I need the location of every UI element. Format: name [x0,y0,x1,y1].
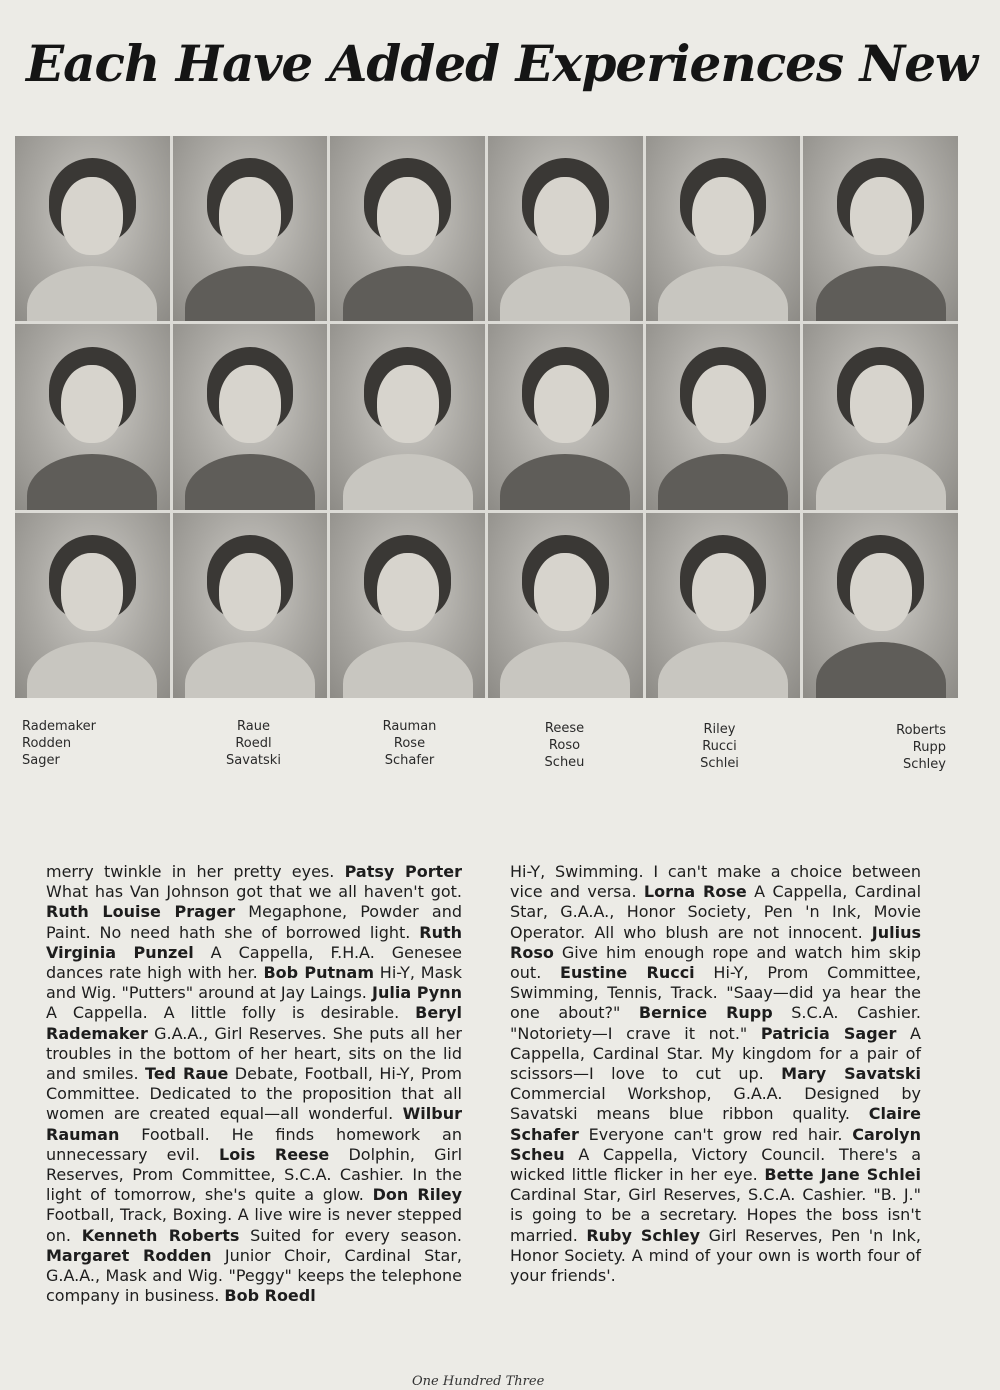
student-name: Claire Schafer [510,1104,921,1144]
biography-text: Megaphone, Powder and Paint. No need hath she of borrowed light. [46,902,463,942]
caption-name: Savatski [226,753,281,768]
biography-text: G.A.A., Girl Reserves. She puts all her troubles in the bottom of her heart, sits on the lid and smiles. [46,1023,462,1084]
biography-text: Debate, Football, Hi-Y, Prom Committee. Dedicated to the proposition that all women are created equal—all wonderful. [46,1064,462,1124]
portrait-schafer [330,513,485,698]
portrait-rucci [646,324,801,509]
portrait-scheu [488,513,643,698]
student-name: Bernice Rupp [638,1003,773,1023]
caption-name: Rupp [912,740,946,755]
caption-name: Raue [237,719,270,734]
caption-name: Rademaker [22,719,97,734]
biography-text: Hi-Y, Swimming. I can't make a choice between vice and versa. [510,862,921,902]
student-name: Kenneth Roberts [81,1225,240,1245]
student-name: Beryl Rademaker [46,1003,462,1043]
page-title: Each Have Added Experiences New [26,34,978,93]
student-name: Margaret Rodden [46,1245,212,1265]
caption-name: Riley [703,722,736,737]
biography-text: Junior Choir, Cardinal Star, G.A.A., Mask and Wig. "Peggy" keeps the telephone company in business. [46,1245,463,1306]
caption-name: Rauman [382,719,437,734]
biography-column-right [510,862,921,1286]
biography-text: Girl Reserves, Pen 'n Ink, Honor Society. A mind of your own is worth four of your friends'. [510,1225,922,1286]
biography-text: Dolphin, Girl Reserves, Prom Committee, S.C.A. Cashier. In the light of tomorrow, she's quite a glow. [46,1144,463,1205]
portrait-grid [15,136,958,698]
student-name: Mary Savatski [781,1064,921,1084]
biography-text: A Cappella, F.H.A. Genesee dances rate high with her. [46,942,462,983]
biography-column-left [46,862,462,1306]
caption-name: Schafer [384,753,435,768]
portrait-rodden [15,324,170,509]
caption-name: Rose [393,736,426,751]
portrait-roso [488,324,643,509]
student-name: Bette Jane Schlei [764,1165,922,1185]
portrait-savatski [173,513,328,698]
student-name: Lorna Rose [643,882,747,902]
biography-text: Cardinal Star, Girl Reserves, S.C.A. Cashier. "B. J." is going to be a secretary. Hopes the boss isn't married. [510,1185,921,1245]
biography-text: A Cappella, Cardinal Star. My kingdom for a pair of scissors—I love to cut up. [510,1023,921,1084]
caption-column-2 [216,718,291,769]
caption-column-6 [866,722,946,773]
portrait-rupp [803,324,958,509]
biography-text: What has Van Johnson got that we all haven't got. [46,882,462,902]
biography-text: Suited for every season. [239,1225,463,1245]
student-name: Ruth Virginia Punzel [46,922,462,962]
caption-name: Scheu [544,755,585,770]
biography-text: Hi-Y, Prom Committee, Swimming, Tennis, Track. "Saay—did ya hear the one about?" [510,963,922,1023]
portrait-riley [646,136,801,321]
biography-text: S.C.A. Cashier. "Notoriety—I crave it not." [510,1003,922,1043]
biography-text: A Cappella, Cardinal Star, G.A.A., Honor Society, Pen 'n Ink, Movie Operator. All who blush are not innocent. [510,882,922,942]
caption-name: Schlei [700,756,739,771]
caption-column-5 [682,721,757,772]
student-name: Bob Roedl [224,1286,316,1306]
biography-text: Football. He finds homework an unnecessary evil. [46,1124,462,1164]
student-name: Ruby Schley [586,1225,701,1245]
portrait-schley [803,513,958,698]
caption-column-1 [22,718,96,769]
caption-name: Sager [22,753,60,768]
biography-text: A Cappella, Victory Council. There's a wicked little flicker in her eye. [510,1144,921,1185]
student-name: Ted Raue [145,1064,229,1084]
caption-column-3 [372,718,447,769]
caption-name: Rucci [702,739,737,754]
portrait-reese [488,136,643,321]
student-name: Carolyn Scheu [510,1124,921,1164]
portrait-roberts [803,136,958,321]
caption-column-4 [527,720,602,771]
biography-text: Hi-Y, Mask and Wig. "Putters" around at Jay Laings. [46,963,462,1003]
biography-text: Everyone can't grow red hair. [578,1124,853,1144]
student-name: Julia Pynn [372,983,462,1003]
biography-text: Give him enough rope and watch him skip out. [510,942,921,983]
portrait-raue [173,136,328,321]
caption-name: Rodden [22,736,72,751]
portrait-rose [330,324,485,509]
student-name: Lois Reese [219,1144,330,1164]
portrait-sager [15,513,170,698]
biography-text: merry twinkle in her pretty eyes. [46,862,345,881]
student-name: Eustine Rucci [560,963,695,983]
portrait-roedl [173,324,328,509]
student-name: Patricia Sager [760,1023,897,1043]
biography-text: Commercial Workshop, G.A.A. Designed by Savatski means blue ribbon quality. [510,1084,921,1124]
caption-name: Reese [544,721,585,736]
caption-name: Roberts [896,723,946,738]
portrait-rauman [330,136,485,321]
portrait-rademaker [15,136,170,321]
student-name: Bob Putnam [263,963,375,983]
caption-name: Roso [548,738,581,753]
biography-text: A Cappella. A little folly is desirable. [46,1003,416,1023]
student-name: Wilbur Rauman [46,1104,462,1144]
biography-text: Football, Track, Boxing. A live wire is never stepped on. [46,1205,462,1245]
caption-name: Roedl [235,736,272,751]
student-name: Patsy Porter [344,862,462,881]
student-name: Ruth Louise Prager [46,902,236,922]
student-name: Julius Roso [510,922,921,962]
page-folio: One Hundred Three [412,1374,545,1389]
portrait-schlei [646,513,801,698]
caption-name: Schley [903,757,946,772]
student-name: Don Riley [372,1185,463,1205]
